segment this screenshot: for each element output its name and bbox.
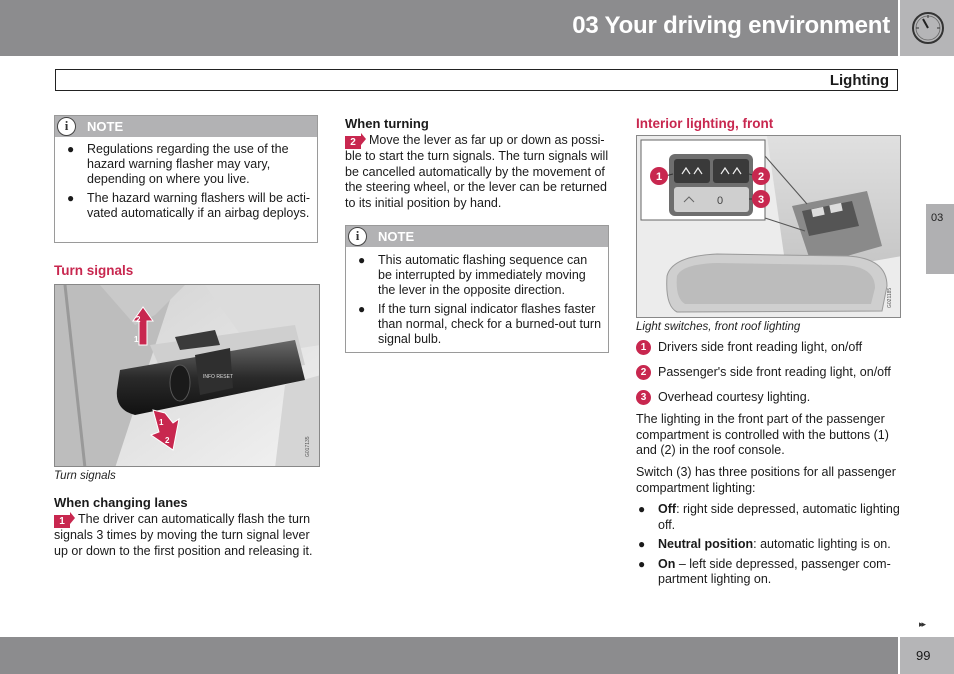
svg-text:2: 2	[165, 436, 170, 445]
step-badge: 2	[345, 136, 361, 149]
svg-text:3: 3	[758, 194, 765, 206]
note-title: NOTE	[87, 119, 124, 134]
paragraph: Switch (3) has three positions for all passenger compartment lighting:	[636, 465, 896, 495]
callout-badge: 2	[636, 365, 651, 380]
note-list	[65, 142, 311, 225]
svg-text:1: 1	[656, 171, 663, 183]
list-item: ● Neutral position: automatic lighting is on.	[638, 537, 891, 552]
turn-signal-stalk-illustration	[55, 285, 320, 467]
svg-text:2: 2	[136, 315, 141, 324]
svg-text:1: 1	[134, 335, 139, 344]
legend-item: 3 Overhead courtesy lighting.	[636, 390, 901, 406]
legend-item: 1 Drivers side front reading light, on/off	[636, 340, 901, 356]
switch-zero-label: 0	[717, 195, 724, 207]
legend-item: 2 Passenger's side front reading light, on/off	[636, 365, 901, 381]
footer-bar	[0, 637, 954, 674]
note-header	[55, 116, 317, 137]
step-badge: 1	[54, 515, 70, 528]
changing-lanes-text: 1 The driver can automatically flash the turn signals 3 times by moving the turn signal lever up or down to the first position and releasing it.	[54, 512, 313, 558]
note-header	[346, 226, 608, 247]
list-item: ● On – left side depressed, passenger compartment lighting on.	[638, 556, 891, 587]
note-box-hazard	[54, 115, 318, 243]
switch-positions-list	[636, 502, 902, 592]
figure-code: G021185	[887, 287, 893, 308]
info-icon: i	[348, 227, 367, 246]
info-icon: i	[57, 117, 76, 136]
header-icon-box	[898, 0, 954, 56]
section-header	[55, 69, 898, 91]
figure-caption: Turn signals	[54, 470, 116, 482]
stalk-label: INFO RESET	[203, 374, 234, 380]
interior-lighting-heading: Interior lighting, front	[636, 116, 774, 131]
turn-signals-figure	[54, 284, 320, 467]
svg-text:2: 2	[758, 171, 765, 183]
roof-lighting-figure	[636, 135, 901, 318]
page-title: 03 Your driving environment	[572, 12, 890, 39]
list-item: ● Regulations regarding the use of the hazard warning flasher may vary, depending on where you live.	[67, 142, 289, 186]
roof-console-illustration	[637, 136, 901, 318]
page-number: 99	[916, 648, 931, 663]
figure-code: G017135	[305, 436, 311, 457]
turning-text: 2 Move the lever as far up or down as possible to start the turn signals. The turn signals will be cancelled automatically by the movement of the steering wheel, or the lever can be returned to its initial position by hand.	[345, 133, 609, 210]
figure-caption: Light switches, front roof lighting	[636, 321, 801, 333]
list-item: ● The hazard warning flashers will be activated automatically if an airbag deploys.	[67, 191, 311, 220]
svg-text:1: 1	[159, 418, 164, 427]
paragraph: The lighting in the front part of the passenger compartment is controlled with the buttons (1) and (2) in the roof console.	[636, 412, 889, 458]
chapter-number: 03	[931, 212, 944, 224]
turning-heading: When turning	[345, 116, 429, 131]
callout-badge: 3	[636, 390, 651, 405]
callout-badge: 1	[636, 340, 651, 355]
list-item: ● Off: right side depressed, automatic lighting off.	[638, 502, 900, 532]
section-label: Lighting	[829, 72, 889, 89]
badge-arrow-icon	[70, 512, 75, 524]
list-item: ● If the turn signal indicator flashes faster than normal, check for a burned-out turn signal bulb.	[358, 302, 602, 346]
changing-lanes-heading: When changing lanes	[54, 495, 188, 510]
note-box-turn	[345, 225, 609, 353]
continue-arrow-icon: ▸▸	[919, 619, 925, 629]
note-title: NOTE	[378, 229, 415, 244]
turn-signals-heading: Turn signals	[54, 263, 134, 278]
speedometer-icon	[900, 0, 954, 56]
list-item: ● This automatic flashing sequence can be interrupted by immediately moving the lever in the opposite direction.	[358, 253, 588, 297]
badge-arrow-icon	[361, 133, 366, 145]
note-list	[356, 253, 602, 351]
